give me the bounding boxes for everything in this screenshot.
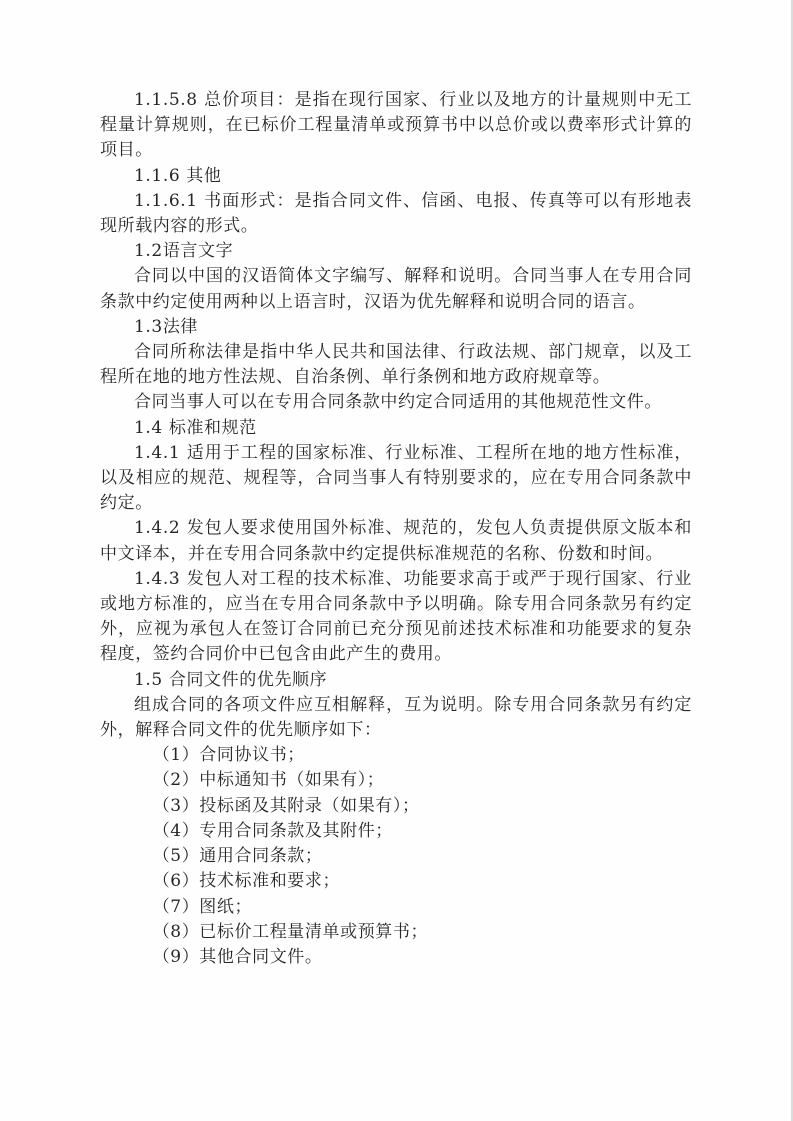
list-item: （4）专用合同条款及其附件； bbox=[152, 820, 393, 841]
list-item: （3）投标函及其附录（如果有）； bbox=[152, 795, 420, 816]
heading-1-5: 1.5 合同文件的优先顺序 bbox=[134, 669, 328, 690]
clause-1-3-body: 合同所称法律是指中华人民共和国法律、行政法规、部门规章，以及工程所在地的地方性法规、自治条例、单行条例和地方政府规章等。 bbox=[100, 342, 692, 388]
clause-1-4-3: 1.4.3 发包人对工程的技术标准、功能要求高于或严于现行国家、行业或地方标准的，应当在专用合同条款中予以明确。除专用合同条款另有约定外，应视为承包人在签订合同前已充分预见前述技术标准和功能要求的复杂程度，签约合同价中已包含由此产生的费用。 bbox=[100, 568, 692, 665]
list-item: （1）合同协议书； bbox=[152, 745, 305, 766]
list-item: （2）中标通知书（如果有）； bbox=[152, 770, 385, 791]
clause-1-4-1: 1.4.1 适用于工程的国家标准、行业标准、工程所在地的地方性标准，以及相应的规范、规程等，合同当事人有特别要求的，应在专用合同条款中约定。 bbox=[100, 442, 692, 514]
priority-list bbox=[100, 743, 692, 970]
heading-1-4: 1.4 标准和规范 bbox=[134, 417, 257, 438]
list-item: （6）技术标准和要求； bbox=[152, 871, 341, 892]
list-item: （9）其他合同文件。 bbox=[152, 946, 323, 967]
clause-1-4-2: 1.4.2 发包人要求使用国外标准、规范的，发包人负责提供原文版本和中文译本，并在专用合同条款中约定提供标准规范的名称、份数和时间。 bbox=[100, 518, 692, 564]
list-item: （7）图纸； bbox=[152, 896, 253, 917]
clause-1-1-5-8: 1.1.5.8 总价项目：是指在现行国家、行业以及地方的计量规则中无工程量计算规则，在已标价工程量清单或预算书中以总价或以费率形式计算的项目。 bbox=[100, 90, 692, 161]
list-item: （8）已标价工程量清单或预算书； bbox=[152, 921, 429, 942]
heading-1-1-6: 1.1.6 其他 bbox=[134, 165, 222, 186]
clause-1-3-body-2: 合同当事人可以在专用合同条款中约定合同适用的其他规范性文件。 bbox=[134, 392, 662, 413]
document-body bbox=[100, 88, 692, 970]
clause-1-1-6-1: 1.1.6.1 书面形式：是指合同文件、信函、电报、传真等可以有形地表现所载内容的形式。 bbox=[100, 190, 692, 237]
clause-1-2-body: 合同以中国的汉语简体文字编写、解释和说明。合同当事人在专用合同条款中约定使用两种以上语言时，汉语为优先解释和说明合同的语言。 bbox=[100, 266, 692, 312]
list-item: （5）通用合同条款； bbox=[152, 846, 323, 867]
heading-1-3: 1.3法律 bbox=[134, 316, 199, 337]
heading-1-2: 1.2语言文字 bbox=[134, 241, 234, 262]
clause-1-5-body: 组成合同的各项文件应互相解释，互为说明。除专用合同条款另有约定外，解释合同文件的优先顺序如下： bbox=[100, 694, 692, 741]
